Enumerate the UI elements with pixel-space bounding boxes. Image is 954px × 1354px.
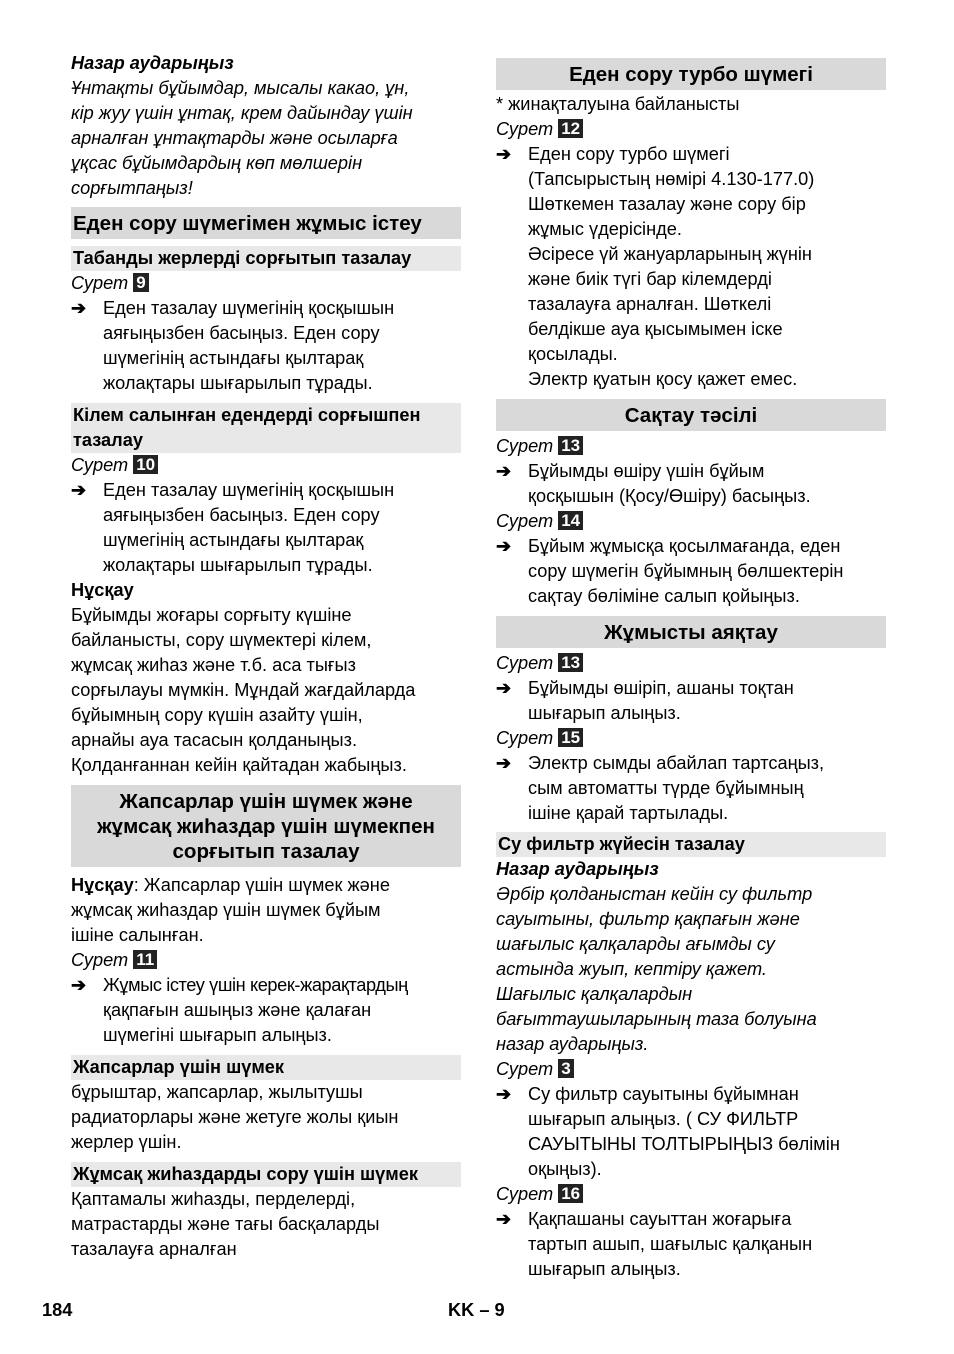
- notice-text: Әрбір қолданыстан кейін су фильтр сауытыны, фильтр қақпағын және шағылыс қалқаларды ағымды су астында жуып, кептіру қажет. Шағылыс қалқалардын бағыттаушыларының таза болуына назар аударыңыз.: [496, 884, 817, 1054]
- arrow-icon: ➔: [71, 480, 87, 500]
- figure-number: 13: [558, 653, 583, 672]
- upholstery-nozzle-text: Қаптамалы жиһазды, перделерді, матрастарды және тағы басқаларды тазалауға арналған: [71, 1189, 380, 1259]
- figure-ref: Сурет 15: [496, 726, 886, 751]
- heading-joints-upholstery: Жапсарлар үшін шүмек және жұмсақ жиһаздар үшін шүмекпен сорғытып тазалау: [71, 785, 461, 867]
- section-label: KK – 9: [448, 1300, 505, 1320]
- instruction-step: ➔ Қақпашаны сауыттан жоғарыға тартып ашып, шағылыс қалқанын шығарып алыңыз.: [496, 1207, 886, 1282]
- figure-ref: Сурет 12: [496, 117, 886, 142]
- heading-water-filter: Су фильтр жүйесін тазалау: [496, 832, 886, 857]
- figure-number: 3: [558, 1059, 573, 1078]
- arrow-icon: ➔: [496, 144, 512, 164]
- notice-text: Ұнтақты бұйымдар, мысалы какао, ұн, кір жуу үшін ұнтақ, крем дайындау үшін арналған ұнтақтарды және осыларға ұқсас бұйымдардың көп мөлшерін сорғытпаңыз!: [71, 78, 413, 198]
- figure-number: 11: [133, 950, 157, 969]
- notice-title: Назар аударыңыз: [71, 53, 234, 73]
- page-number: 184: [42, 1300, 73, 1320]
- figure-ref: Сурет 10: [71, 453, 461, 478]
- instruction-step: ➔ Су фильтр сауытыны бұйымнан шығарып алыңыз. ( СУ ФИЛЬТР САУЫТЫНЫ ТОЛТЫРЫҢЫЗ бөлімін оқыңыз).: [496, 1082, 886, 1182]
- arrow-icon: ➔: [496, 678, 512, 698]
- figure-ref: Сурет 16: [496, 1182, 886, 1207]
- figure-number: 15: [558, 728, 583, 747]
- arrow-icon: ➔: [71, 975, 87, 995]
- instruction-step: ➔ Бұйымды өшіру үшін бұйым қосқышын (Қосу/Өшіру) басыңыз.: [496, 459, 886, 509]
- joint-nozzle-text: бұрыштар, жапсарлар, жылытушы радиаторлары және жетуге жолы қиын жерлер үшін.: [71, 1082, 399, 1152]
- heading-storage: Сақтау тәсілі: [496, 399, 886, 431]
- left-column: [71, 51, 461, 1262]
- figure-ref: Сурет 3: [496, 1057, 886, 1082]
- figure-ref: Сурет 13: [496, 651, 886, 676]
- heading-finish-work: Жұмысты аяқтау: [496, 616, 886, 648]
- figure-number: 9: [133, 273, 148, 292]
- heading-floor-nozzle: Еден сору шүмегімен жұмыс істеу: [71, 207, 461, 239]
- figure-ref: Сурет 11: [71, 948, 461, 973]
- right-column: [496, 51, 886, 1282]
- instruction-step: ➔ Еден сору турбо шүмегі (Тапсырыстың нөмірі 4.130-177.0) Шөткемен тазалау және сору бір жұмыс үдерісінде. Әсіресе үй жануарларының жүнін және биік түгі бар кілемдерді тазалауға арналған. Шөткелі белдікше ауа қысымымен іске қосылады. Электр қуатын қосу қажет емес.: [496, 142, 886, 392]
- arrow-icon: ➔: [496, 461, 512, 481]
- instruction-step: ➔ Еден тазалау шүмегінің қосқышын аяғыңызбен басыңыз. Еден сору шүмегінің астындағы қылтарақ жолақтары шығарылып тұрады.: [71, 296, 461, 396]
- instruction-step: ➔ Бұйымды өшіріп, ашаны тоқтан шығарып алыңыз.: [496, 676, 886, 726]
- instruction-step: ➔ Еден тазалау шүмегінің қосқышын аяғыңызбен басыңыз. Еден сору шүмегінің астындағы қылтарақ жолақтары шығарылып тұрады.: [71, 478, 461, 578]
- instruction-step: ➔ Жұмыс істеу үшін керек-жарақтардың қақпағын ашыңыз және қалаған шүмегіні шығарып алыңыз.: [71, 973, 461, 1048]
- arrow-icon: ➔: [496, 753, 512, 773]
- notice-title: Назар аударыңыз: [496, 859, 659, 879]
- figure-number: 14: [558, 511, 583, 530]
- arrow-icon: ➔: [496, 1209, 512, 1229]
- arrow-icon: ➔: [496, 536, 512, 556]
- figure-ref: Сурет 14: [496, 509, 886, 534]
- figure-number: 13: [558, 436, 583, 455]
- heading-turbo-nozzle: Еден сору турбо шүмегі: [496, 58, 886, 90]
- heading-carpet: Кілем салынған едендерді сорғышпен тазалау: [71, 403, 461, 453]
- arrow-icon: ➔: [71, 298, 87, 318]
- note-title: Нұсқау: [71, 580, 134, 600]
- instruction-step: ➔ Электр сымды абайлап тартсаңыз, сым автоматты түрде бұйымның ішіне қарай тартылады.: [496, 751, 886, 826]
- instruction-step: ➔ Бұйым жұмысқа қосылмағанда, еден сору шүмегін бұйымның бөлшектерін сақтау бөліміне салып қойыңыз.: [496, 534, 886, 609]
- turbo-note: * жинақталуына байланысты: [496, 94, 740, 114]
- figure-number: 16: [558, 1184, 583, 1203]
- arrow-icon: ➔: [496, 1084, 512, 1104]
- figure-ref: Сурет 13: [496, 434, 886, 459]
- note-text: Бұйымды жоғары сорғыту күшіне байланысты, сору шүмектері кілем, жұмсақ жиһаз және т.б. аса тығыз сорғылауы мүмкін. Мұндай жағдайларда бұйымның сору күшін азайту үшін, арнайы ауа тасасын қолданыңыз. Қолданғаннан кейін қайтадан жабыңыз.: [71, 605, 416, 775]
- figure-number: 12: [558, 119, 583, 138]
- heading-smooth-floors: Табанды жерлерді сорғытып тазалау: [71, 246, 461, 271]
- heading-upholstery-nozzle: Жұмсақ жиһаздарды сору үшін шүмек: [71, 1162, 461, 1187]
- figure-ref: Сурет 9: [71, 271, 461, 296]
- note-included: Нұсқау: Жапсарлар үшін шүмек және жұмсақ жиһаздар үшін шүмек бұйым ішіне салынған.: [71, 875, 390, 945]
- heading-joint-nozzle: Жапсарлар үшін шүмек: [71, 1055, 461, 1080]
- figure-number: 10: [133, 455, 158, 474]
